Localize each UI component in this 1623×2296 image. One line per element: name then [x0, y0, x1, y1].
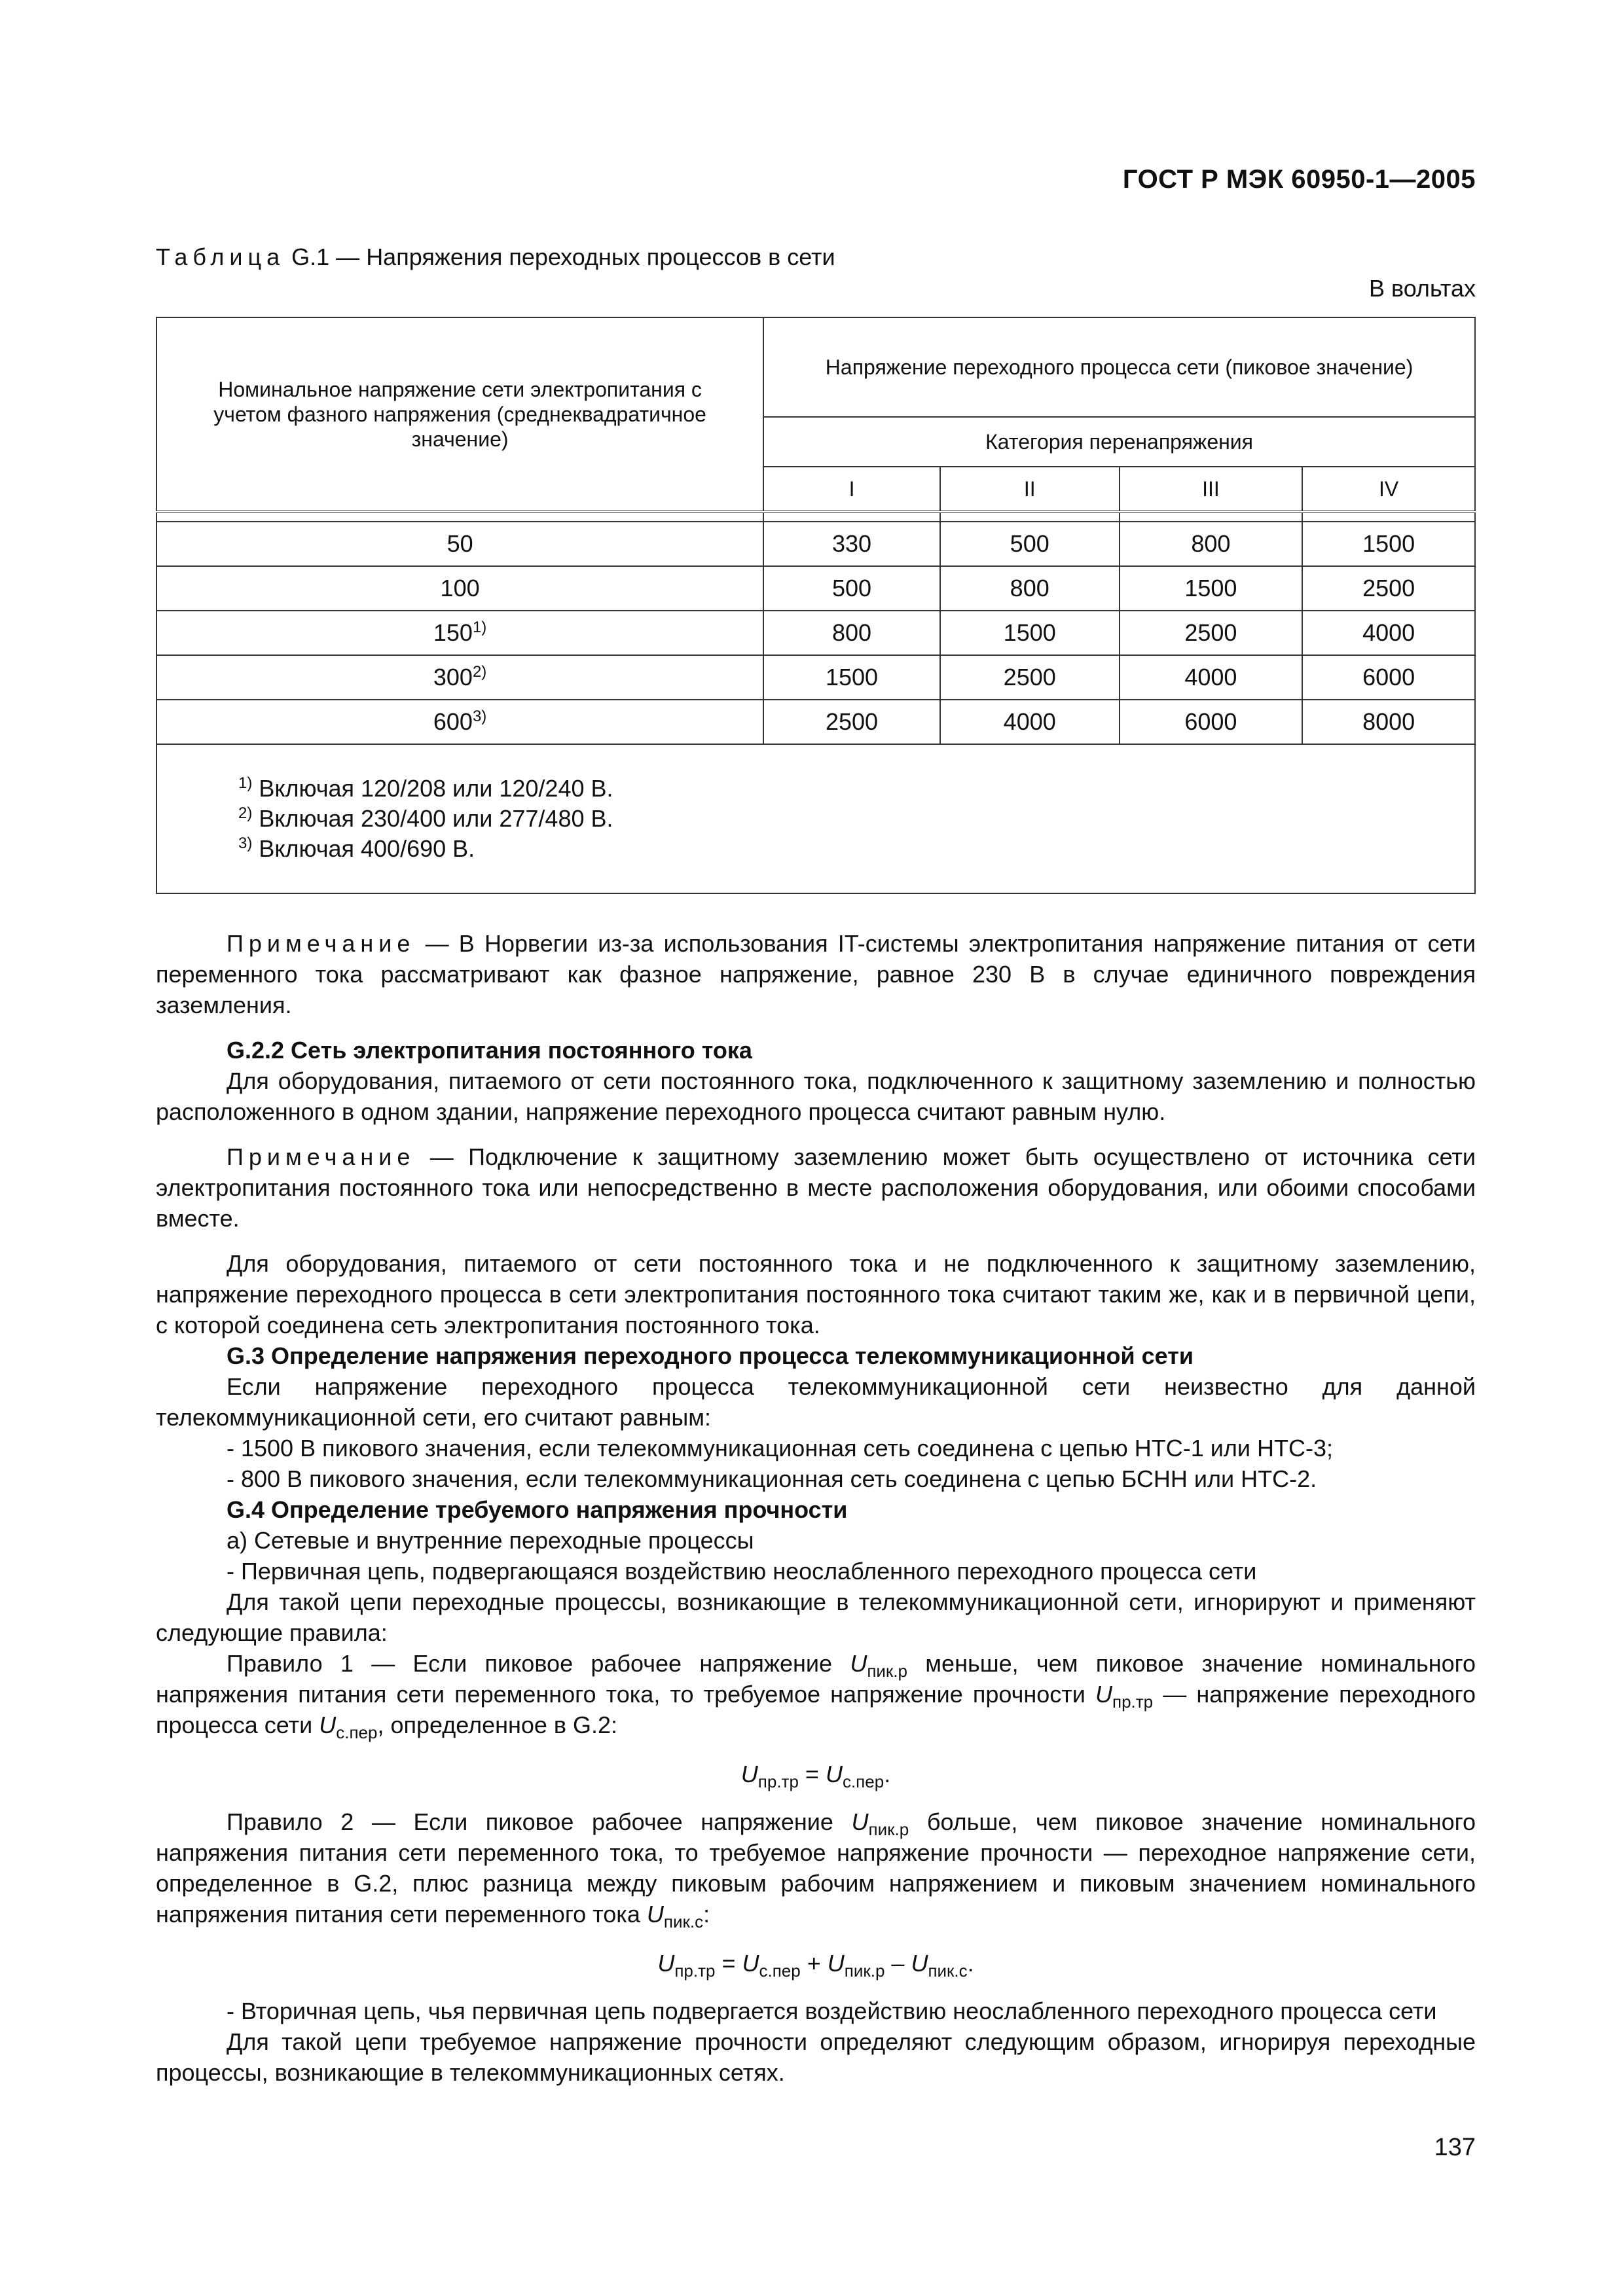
rule-2: Правило 2 — Если пиковое рабочее напряжение $U_{пик.р}$ больше, чем пиковое значение номинального напряжения питания сети переменного тока, то требуемое напряжение прочности — переходное напряжение сети, определенное в G.2, плюс разница между пиковым рабочим напряжением и пиковым значением номинального напряжения питания сети переменного тока $U_{пик.с}$: — [156, 1808, 1476, 1932]
category-header: IV — [1302, 467, 1475, 512]
table-caption-word: Таблица — [156, 243, 285, 270]
table-cell: 4000 — [1302, 611, 1475, 655]
nominal-voltage-cell: 600$^{3)}$ — [156, 700, 763, 744]
table-units: В вольтах — [1368, 275, 1476, 302]
paragraph: Для такой цепи требуемое напряжение прочности определяют следующим образом, игнорируя переходные процессы, возникающие в телекоммуникационных сетях. — [156, 2028, 1476, 2086]
subsection-a: a) Сетевые и внутренние переходные процессы — [227, 1527, 754, 1554]
body-text — [156, 928, 1476, 2088]
col-header-transient-voltage: Напряжение переходного процесса сети (пиковое значение) — [763, 317, 1475, 417]
nominal-voltage-cell: 150$^{1)}$ — [156, 611, 763, 655]
table-cell: 330 — [763, 522, 940, 566]
table-cell: 800 — [1120, 522, 1303, 566]
category-header: III — [1120, 467, 1303, 512]
paragraph: Для оборудования, питаемого от сети постоянного тока и не подключенного к защитному заземлению, напряжение переходного процесса в сети электропитания постоянного тока считают таким же, как и в первичной цепи, с которой соединена сеть электропитания постоянного тока. — [156, 1250, 1476, 1338]
section-heading-g22: G.2.2 Сеть электропитания постоянного тока — [227, 1037, 752, 1064]
category-header: II — [940, 467, 1120, 512]
note-norway: Примечание — В Норвегии из-за использования IT-системы электропитания напряжение питания от сети переменного тока рассматривают как фазное напряжение, равное 230 В в случае единичного повреждения заземления. — [156, 930, 1476, 1018]
table-cell: 2500 — [1120, 611, 1303, 655]
category-header: I — [763, 467, 940, 512]
table-cell: 800 — [940, 566, 1120, 611]
table-caption-title: G.1 — Напряжения переходных процессов в сети — [285, 243, 835, 270]
table-cell: 6000 — [1302, 655, 1475, 700]
table-row — [156, 700, 1475, 744]
table-cell: 6000 — [1120, 700, 1303, 744]
table-cell: 500 — [763, 566, 940, 611]
table-row — [156, 566, 1475, 611]
list-item: - Первичная цепь, подвергающаяся воздействию неослабленного переходного процесса сети — [227, 1558, 1257, 1585]
section-heading-g3: G.3 Определение напряжения переходного процесса телекоммуникационной сети — [227, 1342, 1194, 1369]
paragraph: Для такой цепи переходные процессы, возникающие в телекоммуникационной сети, игнорируют и применяют следующие правила: — [156, 1588, 1476, 1646]
rule-1: Правило 1 — Если пиковое рабочее напряжение $U_{пик.р}$ меньше, чем пиковое значение номинального напряжения питания сети переменного тока, то требуемое напряжение прочности $U_{пр.тр}$ — напряжение переходного процесса сети $U_{с.пер}$, определенное в G.2: — [156, 1650, 1476, 1743]
table-cell: 8000 — [1302, 700, 1475, 744]
nominal-voltage-cell: 100 — [156, 566, 763, 611]
paragraph: Если напряжение переходного процесса телекоммуникационной сети неизвестно для данной телекоммуникационной сети, его считают равным: — [156, 1373, 1476, 1431]
list-item: - Вторичная цепь, чья первичная цепь подвергается воздействию неослабленного переходного процесса сети — [227, 1998, 1437, 2024]
table-cell: 2500 — [763, 700, 940, 744]
header-separator — [156, 512, 1475, 522]
table-cell: 2500 — [940, 655, 1120, 700]
section-heading-g4: G.4 Определение требуемого напряжения прочности — [227, 1496, 848, 1523]
table-footnotes — [156, 744, 1475, 893]
table-row — [156, 611, 1475, 655]
nominal-voltage-cell: 50 — [156, 522, 763, 566]
footnote: $^{1)}$ Включая 120/208 или 120/240 В. — [238, 774, 613, 802]
note-protective-earth: Примечание — Подключение к защитному заземлению может быть осуществлено от источника сети электропитания постоянного тока или непосредственно в месте расположения оборудования, или обоими способами вместе. — [156, 1143, 1476, 1232]
footnote: $^{3)}$ Включая 400/690 В. — [238, 834, 475, 862]
table-cell: 4000 — [1120, 655, 1303, 700]
table-cell: 1500 — [1302, 522, 1475, 566]
formula-rule-1: $U_{пр.тр} = U_{с.пер}$. — [740, 1761, 891, 1792]
table-caption — [156, 243, 835, 271]
table-cell: 1500 — [940, 611, 1120, 655]
col-header-overvoltage-category: Категория перенапряжения — [763, 417, 1475, 467]
table-cell: 800 — [763, 611, 940, 655]
col-header-nominal-voltage: Номинальное напряжение сети электропитания с учетом фазного напряжения (среднеквадратичное значение) — [156, 317, 763, 512]
table-cell: 4000 — [940, 700, 1120, 744]
nominal-voltage-cell: 300$^{2)}$ — [156, 655, 763, 700]
list-item: - 800 В пикового значения, если телекоммуникационная сеть соединена с цепью БСНН или НТС-2. — [227, 1465, 1317, 1492]
table-row — [156, 522, 1475, 566]
table-cell: 500 — [940, 522, 1120, 566]
document-code: ГОСТ Р МЭК 60950-1—2005 — [1122, 165, 1476, 194]
footnote: $^{2)}$ Включая 230/400 или 277/480 В. — [238, 804, 613, 832]
table-cell: 1500 — [1120, 566, 1303, 611]
table-row — [156, 655, 1475, 700]
page-number: 137 — [1434, 2134, 1476, 2161]
formula-rule-2: $U_{пр.тр} = U_{с.пер} + U_{пик.р} - U_{пик.с}$. — [657, 1950, 974, 1981]
table-cell: 2500 — [1302, 566, 1475, 611]
paragraph: Для оборудования, питаемого от сети постоянного тока, подключенного к защитному заземлению и полностью расположенного в одном здании, напряжение переходного процесса считают равным нулю. — [156, 1067, 1476, 1125]
table-cell: 1500 — [763, 655, 940, 700]
list-item: - 1500 В пикового значения, если телекоммуникационная сеть соединена с цепью НТС-1 или НТС-3; — [227, 1435, 1333, 1462]
transient-voltage-table — [156, 317, 1476, 894]
